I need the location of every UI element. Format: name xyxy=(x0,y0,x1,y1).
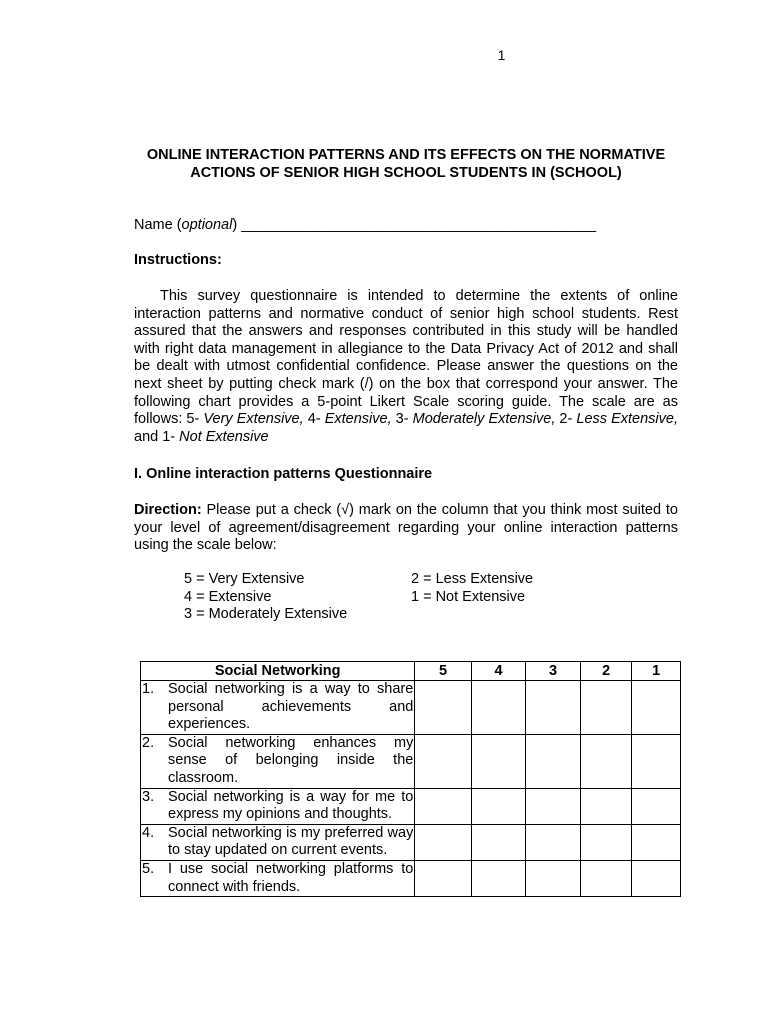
item-cell xyxy=(141,788,415,824)
scale-legend-item: 5 = Very Extensive xyxy=(184,571,305,587)
item-text: Social networking is a way for me to express my opinions and thoughts. xyxy=(168,788,414,823)
scale-3-label: Moderately Extensive, xyxy=(412,411,556,428)
instructions-heading: Instructions: xyxy=(134,252,222,268)
check-cell-1[interactable] xyxy=(632,734,681,788)
item-number: 3. xyxy=(142,788,155,805)
check-cell-3[interactable] xyxy=(526,681,581,735)
item-text: Social networking is my preferred way to stay updated on current events. xyxy=(168,824,414,859)
header-3: 3 xyxy=(526,662,581,681)
scale-sep-2: 2- xyxy=(555,411,577,428)
item-number: 1. xyxy=(142,681,155,697)
direction-text: Please put a check (√) mark on the column that you think most suited to your level of agreement/disagreement regarding your online interaction patterns using the scale below: xyxy=(134,502,678,554)
table-row xyxy=(141,824,681,860)
check-cell-5[interactable] xyxy=(415,788,471,824)
check-cell-1[interactable] xyxy=(632,681,681,735)
item-number: 4. xyxy=(142,824,155,841)
item-cell xyxy=(141,824,415,860)
check-cell-4[interactable] xyxy=(471,788,526,824)
check-cell-1[interactable] xyxy=(632,860,681,896)
direction-paragraph xyxy=(134,502,678,555)
instructions-text: This survey questionnaire is intended to determine the extents of online interaction patterns and normative conduct of senior high school students. Rest assured that the answers and responses contributed in this study will be handled with right data management in allegiance to the Data Privacy Act of 2012 and shall be dealt with utmost confidential confidence. Please answer the questions on the next sheet by putting check mark (/) on the box that correspond your answer. The following chart provides a 5-point Likert Scale scoring guide. The scale are as follows: 5- xyxy=(134,288,678,428)
name-label-suffix: ) xyxy=(232,217,238,233)
check-cell-3[interactable] xyxy=(526,788,581,824)
table-row xyxy=(141,788,681,824)
scale-5-label: Very Extensive, xyxy=(203,411,304,428)
scale-legend-right xyxy=(411,571,533,606)
scale-sep-1: and 1- xyxy=(134,428,180,445)
item-text: Social networking is a way to share personal achievements and experiences. xyxy=(168,681,414,733)
item-cell xyxy=(141,734,415,788)
table-row xyxy=(141,734,681,788)
check-cell-2[interactable] xyxy=(580,860,632,896)
scale-legend-item: 1 = Not Extensive xyxy=(411,588,526,605)
check-cell-2[interactable] xyxy=(580,734,632,788)
table-row xyxy=(141,860,681,896)
check-cell-2[interactable] xyxy=(580,788,632,824)
check-cell-5[interactable] xyxy=(415,681,471,735)
check-cell-2[interactable] xyxy=(580,824,632,860)
check-cell-4[interactable] xyxy=(471,734,526,788)
item-number: 5. xyxy=(142,860,155,877)
name-label-optional: optional xyxy=(181,217,233,233)
table-row xyxy=(141,681,681,735)
check-cell-1[interactable] xyxy=(632,824,681,860)
table-header-row xyxy=(141,662,681,681)
instructions-paragraph xyxy=(134,288,678,446)
scale-2-label: Less Extensive, xyxy=(576,411,679,428)
scale-sep-3: 3- xyxy=(391,411,413,428)
check-cell-5[interactable] xyxy=(415,860,471,896)
scale-sep-4: 4- xyxy=(303,411,325,428)
item-number: 2. xyxy=(142,734,155,751)
name-label-prefix: Name ( xyxy=(134,217,182,233)
scale-1-label: Not Extensive xyxy=(179,428,269,445)
check-cell-3[interactable] xyxy=(526,824,581,860)
check-cell-3[interactable] xyxy=(526,860,581,896)
document-title: ONLINE INTERACTION PATTERNS AND ITS EFFECTS ON THE NORMATIVE ACTIONS OF SENIOR HIGH SCHOOL STUDENTS IN (SCHOOL) xyxy=(146,147,666,181)
check-cell-5[interactable] xyxy=(415,824,471,860)
section-heading: I. Online interaction patterns Questionnaire xyxy=(134,466,433,482)
name-field xyxy=(134,217,596,233)
check-cell-4[interactable] xyxy=(471,860,526,896)
scale-4-label: Extensive, xyxy=(324,411,392,428)
questionnaire-table xyxy=(140,661,681,897)
header-social-networking: Social Networking xyxy=(141,662,415,681)
header-2: 2 xyxy=(580,662,632,681)
check-cell-4[interactable] xyxy=(471,681,526,735)
header-4: 4 xyxy=(471,662,526,681)
check-cell-4[interactable] xyxy=(471,824,526,860)
item-cell xyxy=(141,860,415,896)
check-cell-5[interactable] xyxy=(415,734,471,788)
page-number: 1 xyxy=(497,47,506,63)
name-blank-line[interactable]: ____________________________________________ xyxy=(237,217,597,233)
check-cell-3[interactable] xyxy=(526,734,581,788)
header-5: 5 xyxy=(415,662,471,681)
item-text: Social networking enhances my sense of belonging inside the classroom. xyxy=(168,734,414,786)
item-text: I use social networking platforms to connect with friends. xyxy=(168,860,414,895)
item-cell xyxy=(141,681,415,735)
check-cell-2[interactable] xyxy=(580,681,632,735)
check-cell-1[interactable] xyxy=(632,788,681,824)
scale-legend-item: 4 = Extensive xyxy=(184,588,272,605)
direction-label: Direction: xyxy=(134,502,202,518)
header-1: 1 xyxy=(632,662,681,681)
scale-legend-left xyxy=(184,571,347,624)
scale-legend-item: 2 = Less Extensive xyxy=(411,571,534,587)
scale-legend-item: 3 = Moderately Extensive xyxy=(184,606,348,623)
